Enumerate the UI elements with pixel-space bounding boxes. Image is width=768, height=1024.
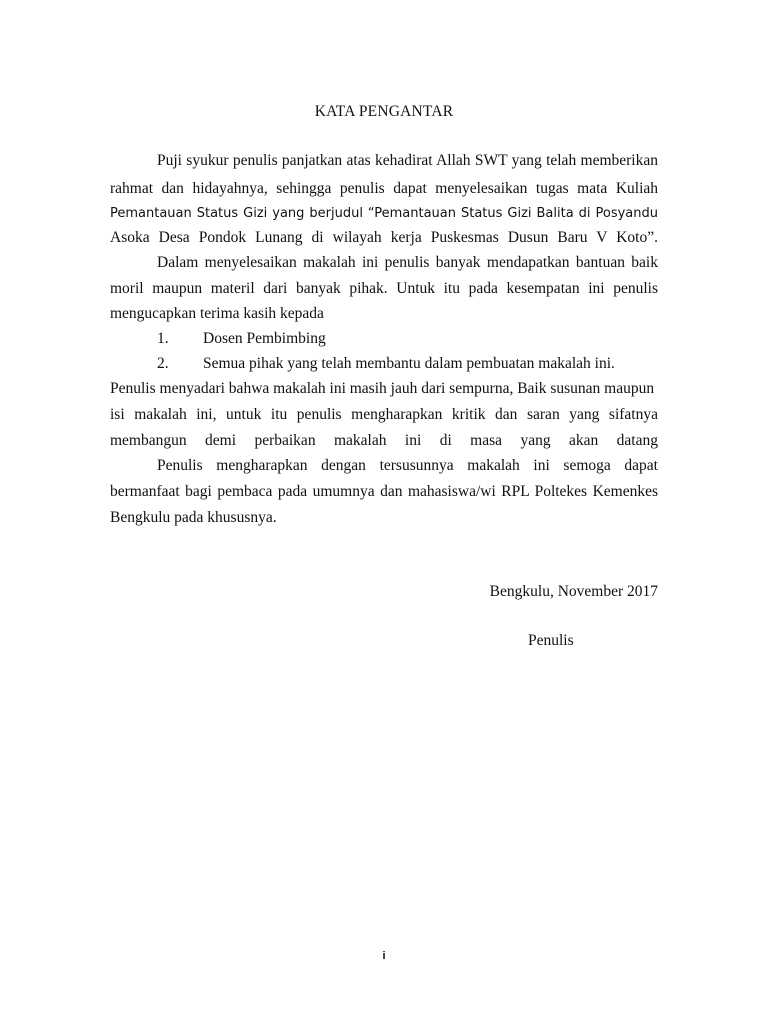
paragraph-2-line-2: moril maupun materil dari banyak pihak. Untuk itu pada kesempatan ini penulis (110, 280, 658, 297)
place-date: Bengkulu, November 2017 (489, 583, 658, 600)
paragraph-4-line-3: Bengkulu pada khususnya. (110, 509, 277, 526)
list-item: Dosen Pembimbing (203, 330, 326, 347)
paragraph-3-line-3: membangun demi perbaikan makalah ini di masa yang akan datang (110, 432, 658, 449)
paragraph-1-line-1: Puji syukur penulis panjatkan atas kehadirat Allah SWT yang telah memberikan (157, 152, 658, 169)
paragraph-2-line-1: Dalam menyelesaikan makalah ini penulis banyak mendapatkan bantuan baik (157, 254, 658, 271)
paragraph-1-line-2: rahmat dan hidayahnya, sehingga penulis dapat menyelesaikan tugas mata Kuliah (110, 180, 658, 197)
signature-label: Penulis (528, 632, 574, 649)
paragraph-4-line-2: bermanfaat bagi pembaca pada umumnya dan mahasiswa/wi RPL Poltekes Kemenkes (110, 483, 658, 500)
paragraph-4-line-1: Penulis mengharapkan dengan tersusunnya makalah ini semoga dapat (157, 457, 658, 474)
list-item: Semua pihak yang telah membantu dalam pembuatan makalah ini. (203, 355, 615, 372)
paragraph-2-line-3: mengucapkan terima kasih kepada (110, 305, 324, 322)
paragraph-3-line-2: isi makalah ini, untuk itu penulis mengharapkan kritik dan saran yang sifatnya (110, 406, 658, 423)
list-item-number: 1. (157, 330, 169, 347)
paragraph-1-line-3: Pemantauan Status Gizi yang berjudul “Pemantauan Status Gizi Balita di Posyandu (110, 206, 658, 221)
list-item-number: 2. (157, 355, 169, 372)
page-title: KATA PENGANTAR (314, 103, 454, 120)
paragraph-1-line-4: Asoka Desa Pondok Lunang di wilayah kerja Puskesmas Dusun Baru V Koto”. (110, 229, 658, 246)
paragraph-3-line-1: Penulis menyadari bahwa makalah ini masih jauh dari sempurna, Baik susunan maupun (110, 380, 655, 397)
page-number: i (382, 950, 386, 962)
